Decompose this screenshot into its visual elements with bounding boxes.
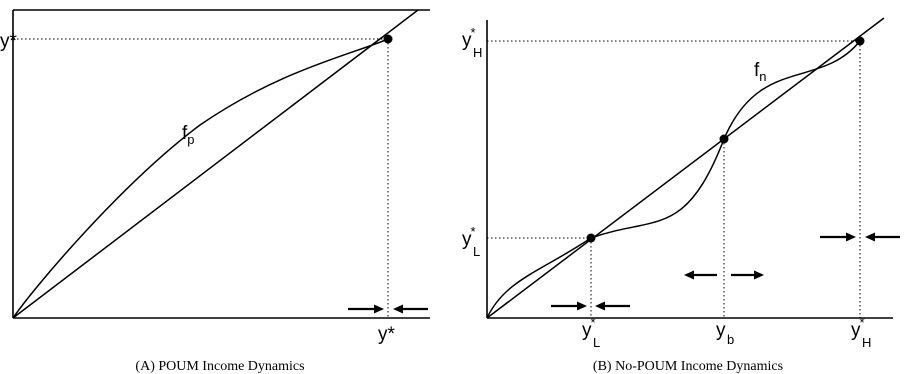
panel-b-point-yl — [587, 234, 596, 243]
panel-b-point-yb — [720, 135, 729, 144]
panel-a-curve-label: $f_p$ — [182, 123, 195, 147]
panel-b-x-label-yb: y — [716, 320, 726, 341]
panel-b-y-label-yl-sub: L — [473, 244, 481, 259]
panel-b-curve-label: $f_n$ — [754, 60, 767, 84]
panel-a — [0, 10, 430, 374]
panel-b-x-label-yl-sub: L — [593, 335, 601, 350]
panel-b-x-label-yb-sub: b — [727, 332, 735, 347]
panel-b-y-label-yh: y* — [462, 25, 476, 51]
panel-b-arrow-left-high — [865, 233, 900, 242]
panel-a-arrow-left — [393, 305, 428, 314]
panel-b-arrow-right-low — [551, 302, 587, 311]
panel-a-caption: (A) POUM Income Dynamics — [135, 359, 305, 374]
panel-a-x-axis-label: y* — [378, 324, 395, 345]
panel-b-x-label-yl: y* — [582, 315, 596, 341]
panel-b-arrow-left-low — [595, 302, 630, 311]
panel-a-y-axis-label: y* — [0, 31, 17, 52]
panel-b-caption: (B) No-POUM Income Dynamics — [592, 359, 784, 374]
panel-a-arrow-right — [348, 305, 384, 314]
panel-b-arrow-right-mid — [731, 271, 764, 280]
panel-b-arrow-right-high — [820, 233, 856, 242]
panel-b — [462, 18, 900, 374]
panel-a-45-degree-line — [13, 10, 418, 318]
panel-b-point-yh — [856, 37, 865, 46]
panel-b-x-label-yh: y* — [851, 315, 865, 341]
panel-b-y-label-yh-sub: H — [473, 45, 483, 60]
panel-b-x-label-yh-sub: H — [862, 335, 872, 350]
panel-a-steady-state-point — [384, 35, 393, 44]
panel-b-45-degree-line — [487, 18, 884, 318]
panel-b-y-label-yl: y* — [462, 224, 476, 250]
panel-b-arrow-left-mid — [684, 271, 717, 280]
